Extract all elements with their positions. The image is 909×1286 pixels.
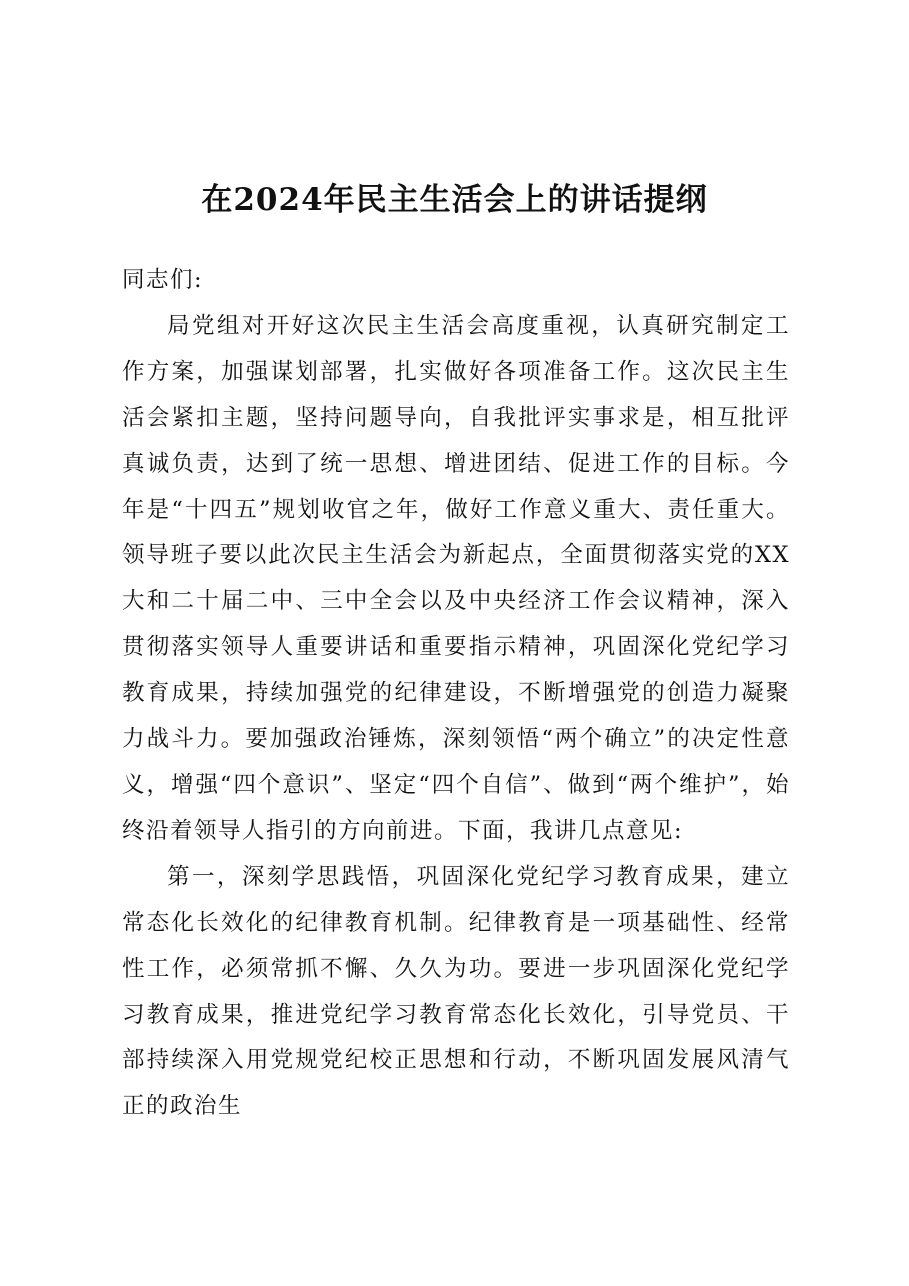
salutation: 同志们: — [122, 267, 204, 293]
document-body — [122, 258, 790, 1130]
document-title: 在2024年民主生活会上的讲话提纲 — [201, 182, 708, 218]
paragraph-intro: 局党组对开好这次民主生活会高度重视，认真研究制定工作方案，加强谋划部署，扎实做好各项准备工作。这次民主生活会紧扣主题，坚持问题导向，自我批评实事求是，相互批评真诚负责，达到了统一思想、增进团结、促进工作的目标。今年是“十四五”规划收官之年，做好工作意义重大、责任重大。领导班子要以此次民主生活会为新起点，全面贯彻落实党的XX大和二十届二中、三中全会以及中央经济工作会议精神，深入贯彻落实领导人重要讲话和重要指示精神，巩固深化党纪学习教育成果，持续加强党的纪律建设，不断增强党的创造力凝聚力战斗力。要加强政治锤炼，深刻领悟“两个确立”的决定性意义，增强“四个意识”、坚定“四个自信”、做到“两个维护”，始终沿着领导人指引的方向前进。下面，我讲几点意见: — [122, 312, 790, 844]
paragraph-first-point: 第一，深刻学思践悟，巩固深化党纪学习教育成果，建立常态化长效化的纪律教育机制。纪律教育是一项基础性、经常性工作，必须常抓不懈、久久为功。要进一步巩固深化党纪学习教育成果，推进党纪学习教育常态化长效化，引导党员、干部持续深入用党规党纪校正思想和行动，不断巩固发展风清气正的政治生 — [122, 863, 790, 1120]
